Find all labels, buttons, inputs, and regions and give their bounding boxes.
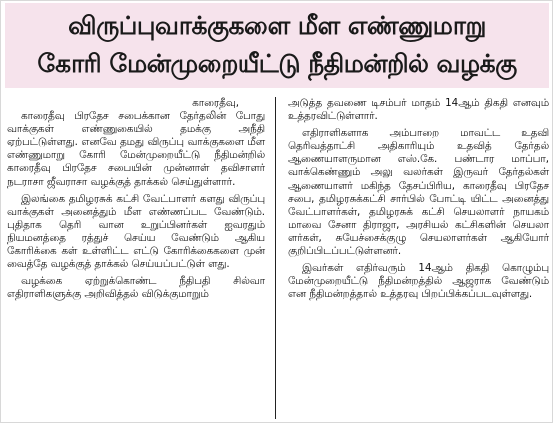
dateline-place: காரைதீவு, [192,97,239,109]
column-divider [275,97,276,419]
headline-banner [5,3,549,88]
right-paragraph-2: எதிராளிகளாக அம்பாறை மாவட்ட உதவி தெரிவத்தாட்சி அதிகாரியும் உதவித் தேர்தல் ஆணையாளருமான எஸ்.கே. பண்டார மாப்பா, வாக்கெண்ணும் அலு வலர்கள் இருவர் தேர்தல்கள் ஆணையாளர் மகிந்த தேசப்பிரிய, காரைதீவு பிரதேச சபை, தமிழரசுக்கட்சி சார்பில் போட்டி யிட்ட அனைத்து வேட்பாளர்கள், தமிழரசுக் கட்சி செயலாளர் நாயகம் மாவை சேனா திராஜா, அரசியல் கட்சிகளின் செயலா ளர்கள், சுயேச்சைக்குழு செயலாளர்கள் ஆகியோர் குறிப்பிடப்பட்டுள்ளனர். [288,127,549,258]
left-paragraph-3: வழக்கை ஏற்றுக்கொண்ட நீதிபதி சில்வா எதிராளிகளுக்கு அறிவித்தல் விடுக்குமாறும் [7,275,265,301]
left-paragraph-2: இலங்கை தமிழரசுக் கட்சி வேட்பாளர் களது விருப்பு வாக்குகள் அனைத்தும் மீள எண்ணப்பட வேண்டும். புதிதாக தெரி வான உறுப்பினர்கள் ஐவரதும் நியமனத்தை ரத்துச் செய்ய வேண்டும் ஆகிய கோரிக்கை கள் உள்ளிட்ட எட்டு கோரிக்கைகளை முன் வைத்தே வழக்குத் தாக்கல் செய்யப்பட்டுள் ளது. [7,192,265,271]
right-paragraph-3: இவர்கள் எதிர்வரும் 14ஆம் திகதி கொழும்பு மேன்முறையீட்டு நீதிமன்றத்தில் ஆஜராக வேண்டும் என நீதிமன்றத்தால் உத்தரவு பிறப்பிக்கப்படவுள்ளது. [288,262,549,301]
left-paragraph-1: காரைதீவு பிரதேச சபைக்கான தேர்தலின் போது வாக்குகள் எண்ணுகையில் தமக்கு அநீதி ஏற்பட்டுள்ளது. எனவே தமது விருப்பு வாக்குகளை மீள எண்ணுமாறு கோரி மேன்முறையீட்டு நீதிமன்றில் காரைதீவு பிரதேச சபையின் முன்னாள் தவிசாளர் நடராசா ஜீவராசா வழக்குத் தாக்கல் செய்துள்ளார். [7,110,265,188]
headline-line-2: கோரி மேன்முறையீட்டு நீதிமன்றில் வழக்கு [37,49,517,78]
left-column [7,97,265,305]
right-column [288,97,549,305]
right-paragraph-1: அடுத்த தவணை டிசம்பர் மாதம் 14ஆம் திகதி எனவும் உத்தரவிட்டுள்ளார். [288,97,549,123]
headline-line-1: விருப்புவாக்குகளை மீள எண்ணுமாறு [68,11,486,40]
